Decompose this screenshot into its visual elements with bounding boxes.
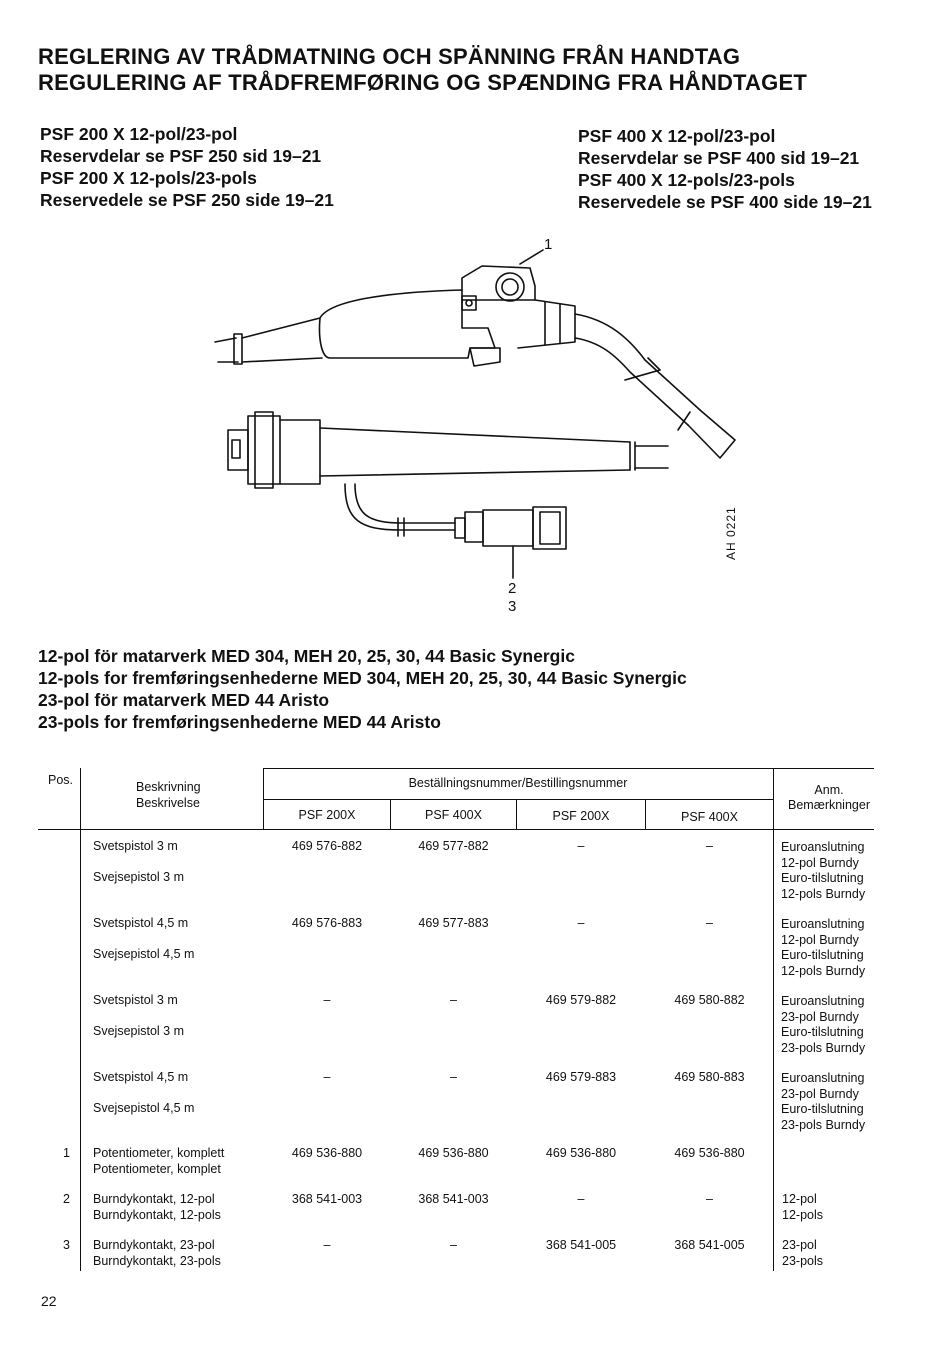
table-cell: – xyxy=(577,839,585,853)
desc-line xyxy=(93,1086,194,1102)
table-row-description xyxy=(93,1192,221,1223)
reference-line: Reservedele se PSF 250 side 19–21 xyxy=(40,190,334,210)
table-cell: – xyxy=(706,1192,713,1206)
description-block xyxy=(38,645,687,733)
table-row-description xyxy=(93,839,184,886)
table-cell: 469 536-880 xyxy=(674,1146,745,1160)
table-cell: 469 577-882 xyxy=(418,839,489,853)
desc-line: Svejsepistol 4,5 m xyxy=(93,1101,195,1115)
description-line: 12-pol för matarverk MED 304, MEH 20, 25, 30, 44 Basic Synergic xyxy=(38,646,575,666)
table-row-description xyxy=(93,916,194,963)
desc-line: Svejsepistol 3 m xyxy=(93,1024,185,1038)
welding-gun-side-view xyxy=(215,266,735,458)
table-row-description xyxy=(93,993,184,1040)
table-cell: 469 536-880 xyxy=(418,1146,489,1160)
reference-line: Reservedele se PSF 400 side 19–21 xyxy=(578,192,872,212)
table-column-rule xyxy=(773,768,774,1271)
table-row-description xyxy=(93,1146,224,1177)
remark-line: 23-pol Burndy xyxy=(781,1009,859,1024)
euro-connector-view xyxy=(228,250,668,578)
header-remarks: Bemærkninger xyxy=(788,798,870,812)
remark-line: 12-pol xyxy=(782,1192,817,1206)
header-column: PSF 400X xyxy=(425,808,482,822)
header-remarks: Anm. xyxy=(814,783,844,797)
remark-line: Euro-tilslutning xyxy=(781,1102,864,1116)
remark-line: 23-pols Burndy xyxy=(781,1117,866,1132)
table-cell: – xyxy=(450,1238,457,1252)
page-number: 22 xyxy=(41,1293,57,1309)
remark-line: Euroanslutning xyxy=(781,840,865,854)
desc-line: Svejsepistol 4,5 m xyxy=(93,947,195,961)
table-cell: 469 580-883 xyxy=(674,1070,745,1084)
callout-3: 3 xyxy=(508,598,517,615)
reference-line: PSF 400 X 12-pols/23-pols xyxy=(578,170,795,190)
header-description: Beskrivelse xyxy=(136,796,200,810)
drawing-code: AH 0221 xyxy=(724,506,738,560)
remark-line: 23-pols Burndy xyxy=(781,1040,866,1055)
desc-line xyxy=(93,1009,184,1025)
table-cell: – xyxy=(577,1192,585,1206)
remark-line: Euro-tilslutning xyxy=(781,871,864,885)
welding-gun-drawing xyxy=(0,230,950,630)
table-pos: 2 xyxy=(63,1192,70,1206)
table-remark xyxy=(781,917,865,979)
remark-line: Euro-tilslutning xyxy=(781,948,864,962)
table-remark xyxy=(781,994,865,1056)
reference-block-right xyxy=(578,125,872,213)
description-line: 23-pol för matarverk MED 44 Aristo xyxy=(38,690,330,710)
table-cell: 368 541-003 xyxy=(418,1192,489,1206)
desc-line: Svetspistol 4,5 m xyxy=(93,916,189,930)
desc-line: Burndykontakt, 23-pols xyxy=(93,1253,221,1268)
remark-line: 12-pols Burndy xyxy=(781,886,866,901)
desc-line: Burndykontakt, 23-pol xyxy=(93,1238,215,1252)
table-column-rule xyxy=(80,768,81,1271)
table-cell: – xyxy=(323,1238,331,1252)
description-line: 23-pols for fremføringsenhederne MED 44 Aristo xyxy=(38,712,441,732)
remark-line: Euro-tilslutning xyxy=(781,1025,864,1039)
remark-line: 23-pols xyxy=(782,1253,823,1268)
table-subheader-rule xyxy=(263,799,773,800)
desc-line xyxy=(93,855,184,871)
table-cell: 469 580-882 xyxy=(674,993,745,1007)
table-pos: 3 xyxy=(63,1238,70,1252)
table-cell: 469 579-883 xyxy=(545,1070,617,1084)
table-cell: 469 576-882 xyxy=(291,839,363,853)
remark-line: Euroanslutning xyxy=(781,994,865,1008)
table-remark xyxy=(781,840,865,902)
header-column: PSF 200X xyxy=(552,809,610,823)
remark-line: 23-pol Burndy xyxy=(781,1086,859,1101)
page-title-danish: REGULERING AF TRÅDFREMFØRING OG SPÆNDING FRA HÅNDTAGET xyxy=(38,70,807,95)
remark-line: 12-pol Burndy xyxy=(781,855,859,870)
desc-line: Svetspistol 4,5 m xyxy=(93,1070,189,1084)
remark-line: 12-pols Burndy xyxy=(781,963,866,978)
table-pos: 1 xyxy=(63,1146,70,1160)
remark-line: Euroanslutning xyxy=(781,917,865,931)
table-cell: – xyxy=(450,993,457,1007)
table-cell: 368 541-005 xyxy=(674,1238,745,1252)
remark-line: 23-pol xyxy=(782,1238,817,1252)
desc-line: Burndykontakt, 12-pol xyxy=(93,1192,215,1206)
table-remark xyxy=(782,1192,823,1223)
header-order-number: Beställningsnummer/Bestillingsnummer xyxy=(408,776,628,790)
reference-block-left xyxy=(40,123,334,211)
desc-line: Svetspistol 3 m xyxy=(93,993,178,1007)
table-cell: 469 576-883 xyxy=(291,916,363,930)
table-remark xyxy=(781,1071,865,1133)
page-title-swedish: REGLERING AV TRÅDMATNING OCH SPÄNNING FRÅN HANDTAG xyxy=(38,44,741,69)
reference-line: PSF 400 X 12-pol/23-pol xyxy=(578,126,776,146)
desc-line: Burndykontakt, 12-pols xyxy=(93,1207,221,1222)
remark-line: Euroanslutning xyxy=(781,1071,865,1085)
table-row-description xyxy=(93,1238,221,1269)
desc-line: Potentiometer, komplett xyxy=(93,1146,225,1160)
reference-line: Reservdelar se PSF 250 sid 19–21 xyxy=(40,146,322,166)
table-cell: 368 541-003 xyxy=(291,1192,363,1206)
table-cell: 368 541-005 xyxy=(545,1238,617,1252)
callout-1: 1 xyxy=(544,236,553,253)
table-top-rule xyxy=(263,768,874,769)
table-cell: – xyxy=(706,916,713,930)
callout-2: 2 xyxy=(508,580,517,597)
remark-line: 12-pols xyxy=(782,1207,823,1222)
desc-line xyxy=(93,932,194,948)
table-cell: – xyxy=(450,1070,457,1084)
reference-line: PSF 200 X 12-pol/23-pol xyxy=(40,124,238,144)
table-cell: – xyxy=(577,916,585,930)
header-column: PSF 400X xyxy=(681,810,738,824)
desc-line: Svetspistol 3 m xyxy=(93,839,178,853)
remark-line: 12-pol Burndy xyxy=(781,932,859,947)
table-cell: 469 577-883 xyxy=(418,916,489,930)
header-description: Beskrivning xyxy=(136,780,201,794)
table-header-rule xyxy=(38,829,874,830)
table-cell: 469 579-882 xyxy=(545,993,617,1007)
table-row-description xyxy=(93,1070,194,1117)
table-cell: – xyxy=(323,1070,331,1084)
description-line: 12-pols for fremføringsenhederne MED 304, MEH 20, 25, 30, 44 Basic Synergic xyxy=(38,668,687,688)
table-cell: – xyxy=(323,993,331,1007)
reference-line: PSF 200 X 12-pols/23-pols xyxy=(40,168,257,188)
reference-line: Reservdelar se PSF 400 sid 19–21 xyxy=(578,148,860,168)
table-cell: – xyxy=(706,839,713,853)
desc-line: Svejsepistol 3 m xyxy=(93,870,185,884)
header-pos: Pos. xyxy=(48,773,74,787)
table-remark xyxy=(782,1238,823,1269)
header-column: PSF 200X xyxy=(298,808,356,822)
table-cell: 469 536-880 xyxy=(291,1146,363,1160)
table-cell: 469 536-880 xyxy=(545,1146,617,1160)
desc-line: Potentiometer, komplet xyxy=(93,1161,221,1176)
